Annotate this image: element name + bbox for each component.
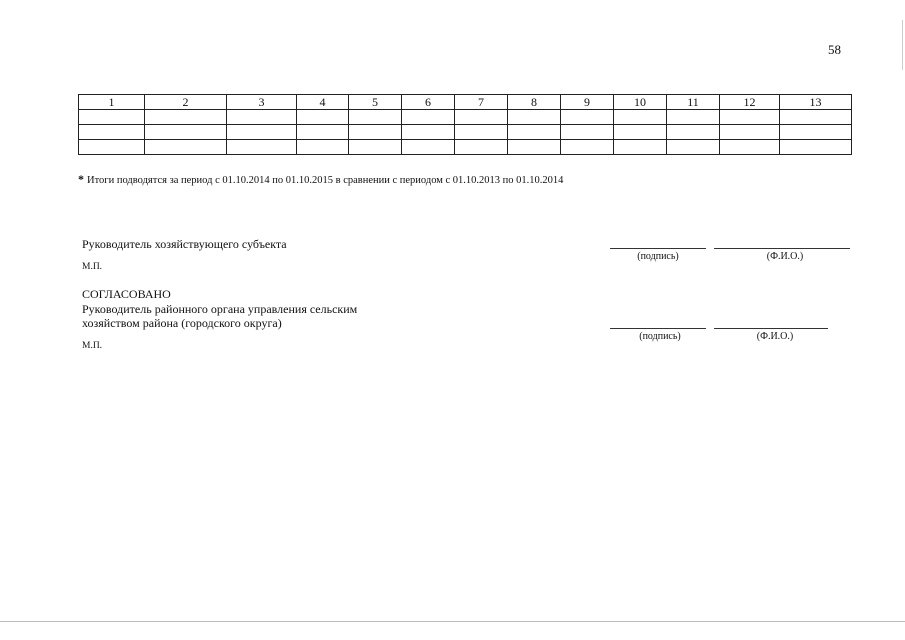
table-cell bbox=[561, 140, 614, 155]
table-cell bbox=[402, 110, 455, 125]
column-number: 11 bbox=[667, 95, 720, 110]
table-cell bbox=[145, 140, 227, 155]
stamp-placeholder: М.П. bbox=[82, 262, 103, 272]
scan-edge-bottom bbox=[0, 621, 905, 622]
table-row bbox=[79, 140, 852, 155]
table-cell bbox=[614, 140, 667, 155]
stamp-placeholder: М.П. bbox=[82, 341, 103, 351]
table-cell bbox=[402, 125, 455, 140]
name-line bbox=[714, 248, 850, 249]
column-number: 12 bbox=[720, 95, 780, 110]
column-number: 8 bbox=[508, 95, 561, 110]
table-cell bbox=[145, 125, 227, 140]
signature-caption: (подпись) bbox=[639, 331, 681, 342]
head-of-entity-title: Руководитель хозяйствующего субъекта bbox=[82, 237, 287, 251]
name-line bbox=[714, 328, 828, 329]
column-number: 6 bbox=[402, 95, 455, 110]
page-number: 58 bbox=[828, 42, 841, 57]
table-cell bbox=[561, 125, 614, 140]
table-cell bbox=[349, 140, 402, 155]
table-cell bbox=[455, 110, 508, 125]
column-number: 2 bbox=[145, 95, 227, 110]
table-cell bbox=[720, 125, 780, 140]
column-number: 5 bbox=[349, 95, 402, 110]
table-cell bbox=[79, 110, 145, 125]
footnote bbox=[78, 172, 563, 187]
table-cell bbox=[720, 110, 780, 125]
column-number: 10 bbox=[614, 95, 667, 110]
table-cell bbox=[667, 125, 720, 140]
table-cell bbox=[780, 125, 852, 140]
table-cell bbox=[614, 125, 667, 140]
table-cell bbox=[780, 140, 852, 155]
table-cell bbox=[145, 110, 227, 125]
table-row bbox=[79, 110, 852, 125]
table-cell bbox=[297, 110, 349, 125]
signature-line bbox=[610, 328, 706, 329]
table-cell bbox=[349, 125, 402, 140]
report-table bbox=[78, 94, 852, 155]
table-cell bbox=[79, 125, 145, 140]
table-cell bbox=[297, 125, 349, 140]
table-cell bbox=[455, 125, 508, 140]
table-cell bbox=[455, 140, 508, 155]
table-cell bbox=[349, 110, 402, 125]
table-cell bbox=[227, 110, 297, 125]
column-number: 4 bbox=[297, 95, 349, 110]
column-number: 9 bbox=[561, 95, 614, 110]
approved-heading: СОГЛАСОВАНО bbox=[82, 287, 171, 301]
table-cell bbox=[227, 140, 297, 155]
table-cell bbox=[720, 140, 780, 155]
column-number: 13 bbox=[780, 95, 852, 110]
table-cell bbox=[508, 140, 561, 155]
table-cell bbox=[780, 110, 852, 125]
footnote-marker: * bbox=[78, 172, 84, 186]
district-head-title-line2: хозяйством района (городского округа) bbox=[82, 316, 282, 330]
table-cell bbox=[667, 110, 720, 125]
table-cell bbox=[667, 140, 720, 155]
column-number: 3 bbox=[227, 95, 297, 110]
table-cell bbox=[79, 140, 145, 155]
signature-caption: (подпись) bbox=[637, 251, 679, 262]
table-row bbox=[79, 125, 852, 140]
table-cell bbox=[297, 140, 349, 155]
footnote-text: Итоги подводятся за период с 01.10.2014 по 01.10.2015 в сравнении с периодом с 01.10.2013 по 01.10.2014 bbox=[87, 175, 564, 186]
name-caption: (Ф.И.О.) bbox=[766, 251, 804, 262]
column-number: 1 bbox=[79, 95, 145, 110]
district-head-title-line1: Руководитель районного органа управления сельским bbox=[82, 302, 358, 316]
signature-line bbox=[610, 248, 706, 249]
table-cell bbox=[614, 110, 667, 125]
table-header-row bbox=[79, 95, 852, 110]
column-number: 7 bbox=[455, 95, 508, 110]
table-cell bbox=[561, 110, 614, 125]
table-cell bbox=[508, 125, 561, 140]
table-cell bbox=[402, 140, 455, 155]
name-caption: (Ф.И.О.) bbox=[756, 331, 794, 342]
table-cell bbox=[227, 125, 297, 140]
table-cell bbox=[508, 110, 561, 125]
scan-edge-right bbox=[902, 20, 903, 70]
